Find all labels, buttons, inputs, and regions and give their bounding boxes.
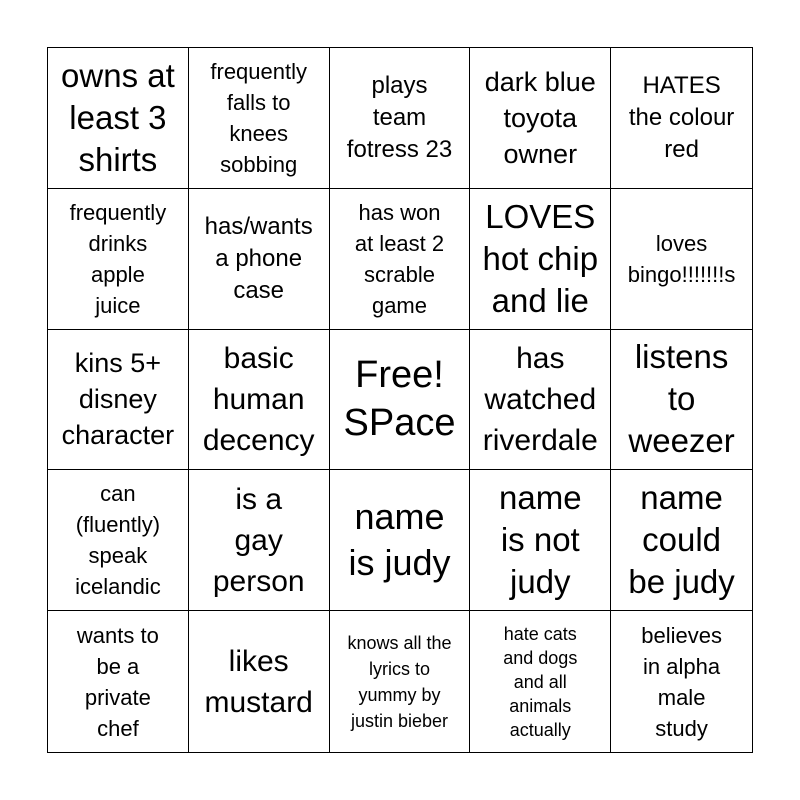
bingo-cell[interactable]: [48, 611, 189, 752]
cell-text: name could be judy: [628, 479, 735, 601]
cell-text: name is not judy: [499, 479, 582, 601]
bingo-cell[interactable]: [470, 611, 611, 752]
bingo-cell[interactable]: [48, 189, 189, 330]
bingo-cell[interactable]: [611, 189, 752, 330]
cell-text: wants to be a private chef: [76, 622, 159, 741]
bingo-cell[interactable]: [189, 48, 330, 189]
cell-text: is a gay person: [212, 482, 305, 598]
cell-text: basic human decency: [202, 341, 315, 457]
cell-text: dark blue toyota owner: [484, 66, 596, 169]
cell-text: listens to weezer: [628, 338, 735, 460]
bingo-cell[interactable]: [330, 611, 471, 752]
cell-text: has won at least 2 scrable game: [354, 199, 445, 318]
cell-text: owns at least 3 shirts: [61, 56, 175, 178]
bingo-cell[interactable]: [48, 470, 189, 611]
cell-text: believes in alpha male study: [641, 622, 722, 741]
cell-text: LOVES hot chip and lie: [482, 197, 599, 319]
bingo-cell[interactable]: [48, 48, 189, 189]
bingo-cell[interactable]: [611, 48, 752, 189]
cell-text: HATES the colour red: [628, 71, 735, 163]
cell-text: frequently falls to knees sobbing: [210, 58, 307, 177]
cell-text: knows all the lyrics to yummy by justin bieber: [347, 632, 452, 731]
cell-text: can (fluently) speak icelandic: [75, 481, 161, 600]
bingo-cell[interactable]: [611, 330, 752, 471]
cell-text: frequently drinks apple juice: [69, 199, 167, 318]
cell-text: loves bingo!!!!!!!s: [627, 230, 736, 287]
bingo-cell[interactable]: [330, 470, 471, 611]
bingo-cell[interactable]: [48, 330, 189, 471]
bingo-cell[interactable]: [470, 470, 611, 611]
cell-text: Free! SPace: [343, 354, 456, 445]
bingo-cell[interactable]: [189, 470, 330, 611]
bingo-card: [47, 47, 753, 753]
bingo-cell[interactable]: [189, 330, 330, 471]
bingo-cell[interactable]: [189, 189, 330, 330]
bingo-cell[interactable]: [330, 189, 471, 330]
cell-text: name is judy: [348, 496, 451, 584]
cell-text: hate cats and dogs and all animals actually: [503, 623, 578, 740]
bingo-cell[interactable]: [470, 189, 611, 330]
bingo-cell[interactable]: [470, 330, 611, 471]
bingo-cell-free[interactable]: [330, 330, 471, 471]
bingo-cell[interactable]: [189, 611, 330, 752]
cell-text: has/wants a phone case: [204, 212, 313, 304]
cell-text: kins 5+ disney character: [61, 348, 175, 451]
bingo-cell[interactable]: [330, 48, 471, 189]
cell-text: plays team fotress 23: [346, 71, 453, 163]
cell-text: likes mustard: [204, 644, 313, 719]
bingo-cell[interactable]: [470, 48, 611, 189]
bingo-cell[interactable]: [611, 611, 752, 752]
bingo-cell[interactable]: [611, 470, 752, 611]
cell-text: has watched riverdale: [482, 341, 598, 457]
